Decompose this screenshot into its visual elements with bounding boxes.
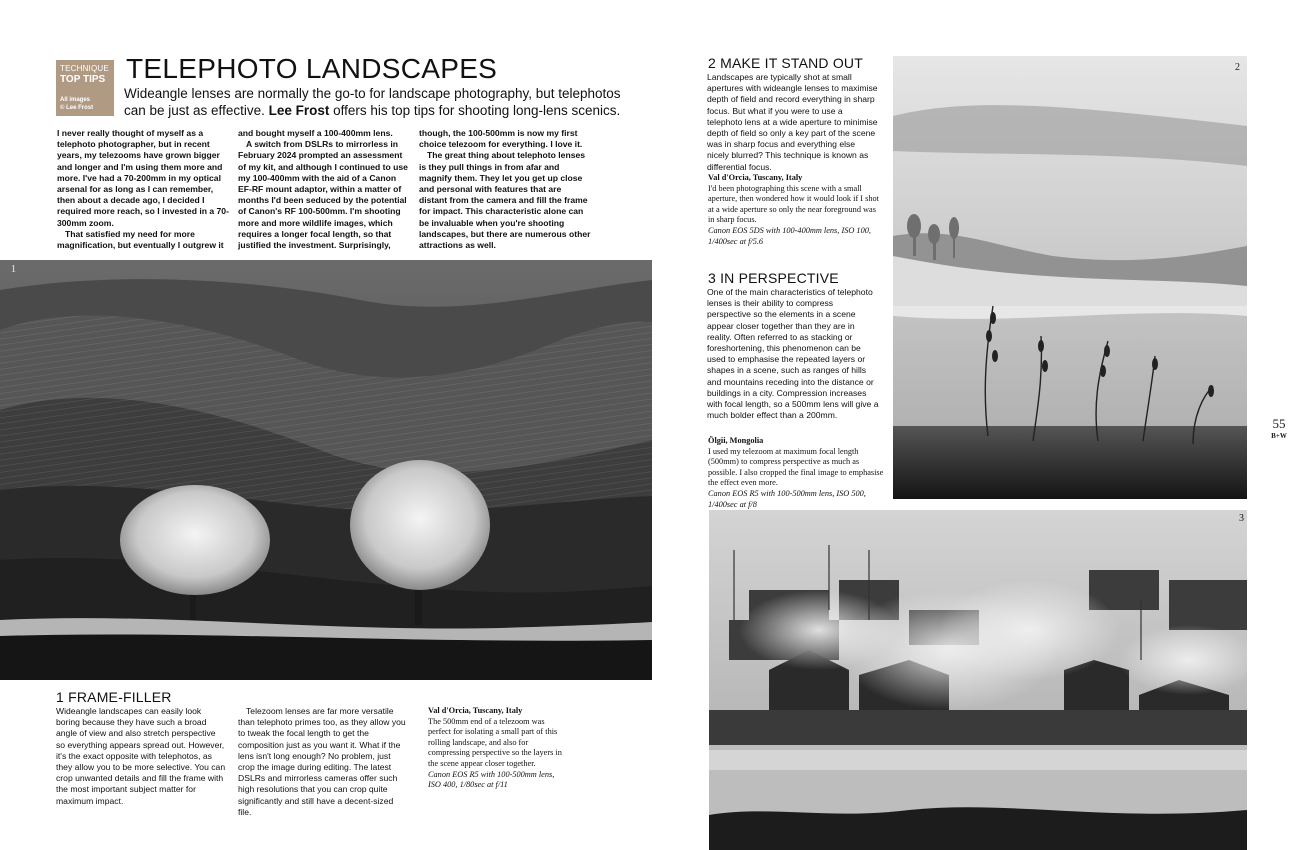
tip-1-body-col2	[238, 706, 408, 818]
standfirst-author: Lee Frost	[268, 103, 330, 118]
tip-1-caption	[428, 706, 568, 791]
photo-rolling-hills	[0, 260, 652, 680]
tip-1-body2: Telezoom lenses are far more versatile than telephoto primes too, as they allow you to tweak the focal length to get the composition just as you want it. What if the lens isn't long enough? No problem, just crop the image during editing. The latest DSLRs and mirrorless cameras offer such high resolutions that you can crop quite significantly and still have a decent-sized file.	[238, 706, 406, 817]
tip-2-heading	[708, 55, 863, 71]
photo-number-3: 3	[1239, 513, 1244, 524]
badge-title: TOP TIPS	[60, 74, 106, 85]
tip-2-number: 2	[708, 55, 716, 71]
section-name: B+W	[1271, 432, 1287, 440]
photo-number-2: 2	[1235, 62, 1240, 73]
tip-3-caption	[708, 436, 884, 510]
intro-col3-p1: though, the 100-500mm is now my first choice telezoom for everything. I love it.	[419, 128, 583, 150]
page-title: TELEPHOTO LANDSCAPES	[126, 53, 498, 84]
tip-2-caption-camera: Canon EOS 5DS with 100-400mm lens, ISO 100, 1/400sec at f/5.6	[708, 225, 871, 246]
tip-1-caption-location: Val d'Orcia, Tuscany, Italy	[428, 706, 523, 715]
page-folio	[1262, 416, 1296, 440]
badge-credit	[60, 96, 93, 112]
tip-1-heading	[56, 689, 172, 705]
page-number: 55	[1272, 416, 1286, 431]
tip-1-body1: Wideangle landscapes can easily look boring because they have such a broad angle of view and also stretch perspective so everything appears spread out. However, it's the exact opposite with telephotos, as they allow you to be more selective. You can crop unwanted details and fill the frame with the most important subject matter for maximum impact.	[56, 706, 226, 806]
intro-col2-p1: and bought myself a 100-400mm lens.	[238, 128, 393, 138]
badge-category: TECHNIQUE	[60, 64, 109, 73]
intro-column-2	[238, 128, 408, 251]
tip-3-caption-camera: Canon EOS R5 with 100-500mm lens, ISO 500, 1/400sec at f/8	[708, 488, 866, 509]
tip-1-body-col1	[56, 706, 226, 807]
tip-3-body-text: One of the main characteristics of telephoto lenses is their ability to compress perspective so the elements in a scene appear closer together than they are in reality. Often referred to as stacking or foreshortening, this phenomenon can be used to emphasise the repeated layers or shapes in a scene, such as ranges of hills and mountains receding into the distance or buildings in a city. Compression increases with focal length, so a 500mm lens will give a much bolder effect than a 200mm.	[707, 287, 879, 421]
tip-2-caption-text: I'd been photographing this scene with a small aperture, then wondered how it would look if I shot at a wide aperture so only the near foreground was in sharp focus.	[708, 183, 879, 225]
badge-credit-line2: © Lee Frost	[60, 105, 94, 111]
tip-2-caption-location: Val d'Orcia, Tuscany, Italy	[708, 173, 803, 182]
intro-col1-p1: I never really thought of myself as a telephoto photographer, but in recent years, my telezooms have grown bigger and longer and I'm using them more and more. I've had a 70-200mm in my optical arsenal for as long as I can remember, then about a decade ago, I decided I required more reach, so I invested in a 70-300mm zoom.	[57, 128, 229, 228]
section-badge	[56, 60, 114, 116]
intro-column-3	[419, 128, 591, 251]
tip-2-caption	[708, 173, 880, 247]
photo-misty-grasses	[893, 56, 1247, 499]
standfirst-pre: Wideangle lenses are normally the go-to for landscape photography, but telephotos can be just as effective.	[124, 86, 621, 118]
photo-smoky-town-image	[709, 510, 1247, 850]
tip-3-caption-location: Ölgii, Mongolia	[708, 436, 764, 445]
tip-3-title: IN PERSPECTIVE	[720, 270, 839, 286]
intro-col2-p2: A switch from DSLRs to mirrorless in February 2024 prompted an assessment of my kit, and although I continued to use my 100-400mm with the aid of a Canon EF-RF mount adaptor, within a matter of months I'd been seduced by the potential of Canon's RF 100-500mm. I'm shooting more and more wildlife images, which requires a longer focal length, so that justified the investment. Surprisingly,	[238, 139, 408, 251]
tip-3-caption-text: I used my telezoom at maximum focal length (500mm) to compress perspective as much as possible. I also cropped the final image to emphasise the effect even more.	[708, 446, 884, 488]
tip-2-body	[707, 72, 879, 173]
photo-misty-grasses-image	[893, 56, 1247, 499]
tip-1-caption-camera: Canon EOS R5 with 100-500mm lens, ISO 400, 1/80sec at f/11	[428, 769, 555, 790]
intro-col1-p2: That satisfied my need for more magnification, but eventually I outgrew it	[57, 228, 224, 251]
tip-2-body-text: Landscapes are typically shot at small apertures with wideangle lenses to maximise depth of field and record everything in sharp focus. But what if you were to use a telephoto lens at a wide aperture to minimise depth of field so only a key part of the scene was in sharp focus and everything else nicely blurred? This technique is known as differential focus.	[707, 72, 878, 172]
standfirst-post: offers his top tips for shooting long-lens scenics.	[329, 103, 621, 118]
tip-3-number: 3	[708, 270, 716, 286]
photo-number-1: 1	[11, 264, 16, 275]
tip-1-number: 1	[56, 689, 64, 705]
photo-smoky-town	[709, 510, 1247, 850]
tip-3-heading	[708, 270, 839, 286]
standfirst	[124, 85, 624, 119]
tip-3-body	[707, 287, 879, 421]
tip-1-caption-text: The 500mm end of a telezoom was perfect for isolating a small part of this rolling landscape, and also for compressing perspective so the layers in the scene appear closer together.	[428, 716, 562, 768]
tip-2-title: MAKE IT STAND OUT	[720, 55, 863, 71]
intro-col3-p2: The great thing about telephoto lenses is they pull things in from afar and magnify them. They let you get up close and personal with features that are distant from the camera and fill the frame for impact. This characteristic alone can be invaluable when you're shooting landscapes, but there are numerous other attractions as well.	[419, 150, 591, 251]
tip-1-title: FRAME-FILLER	[68, 689, 172, 705]
photo-rolling-hills-image	[0, 260, 652, 680]
intro-column-1	[57, 128, 229, 251]
badge-credit-line1: All images	[60, 97, 91, 103]
